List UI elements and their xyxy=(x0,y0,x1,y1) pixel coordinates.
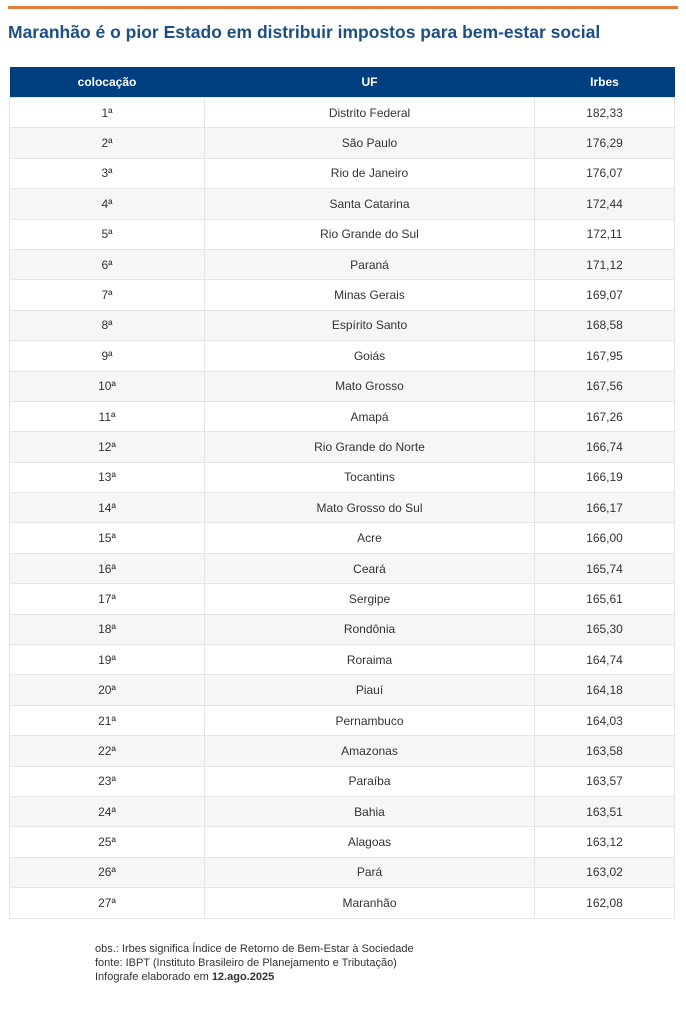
footnotes xyxy=(95,942,414,984)
table-cell-colocacao: 17ª xyxy=(10,584,205,614)
table-cell-irbes: 166,74 xyxy=(535,432,675,462)
table-cell-uf: Acre xyxy=(205,523,535,553)
table-cell-irbes: 176,07 xyxy=(535,158,675,188)
column-header-uf: UF xyxy=(205,67,535,98)
table-cell-uf: Mato Grosso do Sul xyxy=(205,493,535,523)
table-row xyxy=(10,675,675,705)
table-cell-colocacao: 23ª xyxy=(10,766,205,796)
table-cell-irbes: 167,95 xyxy=(535,341,675,371)
table-cell-uf: Sergipe xyxy=(205,584,535,614)
note-date-value: 12.ago.2025 xyxy=(211,971,275,983)
table-row xyxy=(10,128,675,158)
table-cell-uf: Santa Catarina xyxy=(205,189,535,219)
table-cell-uf: Ceará xyxy=(205,553,535,583)
table-cell-irbes: 164,18 xyxy=(535,675,675,705)
table-cell-uf: Rio de Janeiro xyxy=(205,158,535,188)
table-cell-colocacao: 2ª xyxy=(10,128,205,158)
table-cell-uf: Distrito Federal xyxy=(205,98,535,128)
table-cell-uf: Alagoas xyxy=(205,827,535,857)
table-cell-colocacao: 25ª xyxy=(10,827,205,857)
table-cell-colocacao: 14ª xyxy=(10,493,205,523)
note-date-prefix: Infografe elaborado em xyxy=(95,971,212,983)
table-cell-colocacao: 16ª xyxy=(10,553,205,583)
table-row xyxy=(10,645,675,675)
table-cell-uf: Roraima xyxy=(205,645,535,675)
table-cell-irbes: 163,02 xyxy=(535,857,675,887)
table-cell-colocacao: 21ª xyxy=(10,705,205,735)
table-cell-uf: Espírito Santo xyxy=(205,310,535,340)
table-cell-irbes: 165,30 xyxy=(535,614,675,644)
column-header-irbes: Irbes xyxy=(535,67,675,98)
table-cell-irbes: 166,19 xyxy=(535,462,675,492)
table-row xyxy=(10,827,675,857)
table-cell-colocacao: 12ª xyxy=(10,432,205,462)
table-row xyxy=(10,493,675,523)
table-cell-irbes: 166,17 xyxy=(535,493,675,523)
table-header-row xyxy=(10,67,675,98)
table-row xyxy=(10,189,675,219)
table-row xyxy=(10,766,675,796)
table-cell-irbes: 167,56 xyxy=(535,371,675,401)
table-cell-irbes: 172,44 xyxy=(535,189,675,219)
table-cell-colocacao: 10ª xyxy=(10,371,205,401)
table-cell-colocacao: 7ª xyxy=(10,280,205,310)
table-cell-colocacao: 6ª xyxy=(10,249,205,279)
table-cell-colocacao: 11ª xyxy=(10,401,205,431)
table-cell-colocacao: 27ª xyxy=(10,888,205,918)
table-row xyxy=(10,341,675,371)
table-cell-colocacao: 3ª xyxy=(10,158,205,188)
table-row xyxy=(10,310,675,340)
table-row xyxy=(10,736,675,766)
table-cell-irbes: 172,11 xyxy=(535,219,675,249)
table-row xyxy=(10,401,675,431)
note-date xyxy=(95,970,414,984)
table-cell-irbes: 164,03 xyxy=(535,705,675,735)
table-cell-colocacao: 1ª xyxy=(10,98,205,128)
table-cell-uf: Paraíba xyxy=(205,766,535,796)
table-cell-irbes: 171,12 xyxy=(535,249,675,279)
table-cell-irbes: 163,12 xyxy=(535,827,675,857)
table-cell-colocacao: 18ª xyxy=(10,614,205,644)
table-row xyxy=(10,523,675,553)
table-cell-uf: Pará xyxy=(205,857,535,887)
table-cell-colocacao: 24ª xyxy=(10,796,205,826)
table-row xyxy=(10,614,675,644)
ranking-table xyxy=(9,67,675,919)
table-cell-uf: Maranhão xyxy=(205,888,535,918)
table-cell-colocacao: 9ª xyxy=(10,341,205,371)
table-row xyxy=(10,796,675,826)
top-accent-rule xyxy=(8,6,678,9)
page-title: Maranhão é o pior Estado em distribuir impostos para bem-estar social xyxy=(8,22,601,42)
table-cell-uf: São Paulo xyxy=(205,128,535,158)
table-cell-irbes: 165,74 xyxy=(535,553,675,583)
table-row xyxy=(10,371,675,401)
table-cell-colocacao: 5ª xyxy=(10,219,205,249)
table-cell-colocacao: 4ª xyxy=(10,189,205,219)
table-cell-colocacao: 22ª xyxy=(10,736,205,766)
table-row xyxy=(10,98,675,128)
table-row xyxy=(10,432,675,462)
table-cell-irbes: 167,26 xyxy=(535,401,675,431)
table-row xyxy=(10,888,675,918)
table-cell-uf: Amazonas xyxy=(205,736,535,766)
table-row xyxy=(10,249,675,279)
table-cell-colocacao: 13ª xyxy=(10,462,205,492)
table-row xyxy=(10,553,675,583)
table-cell-uf: Rio Grande do Sul xyxy=(205,219,535,249)
table-cell-colocacao: 15ª xyxy=(10,523,205,553)
table-cell-uf: Bahia xyxy=(205,796,535,826)
table-cell-colocacao: 20ª xyxy=(10,675,205,705)
table-cell-colocacao: 8ª xyxy=(10,310,205,340)
table-cell-uf: Goiás xyxy=(205,341,535,371)
table-cell-uf: Mato Grosso xyxy=(205,371,535,401)
table-cell-uf: Piauí xyxy=(205,675,535,705)
table-cell-uf: Amapá xyxy=(205,401,535,431)
table-cell-irbes: 169,07 xyxy=(535,280,675,310)
table-row xyxy=(10,857,675,887)
table-cell-irbes: 164,74 xyxy=(535,645,675,675)
table-cell-uf: Rondônia xyxy=(205,614,535,644)
table-cell-uf: Pernambuco xyxy=(205,705,535,735)
table-row xyxy=(10,584,675,614)
table-cell-irbes: 162,08 xyxy=(535,888,675,918)
table-row xyxy=(10,280,675,310)
table-row xyxy=(10,705,675,735)
table-body xyxy=(10,98,675,919)
note-obs: obs.: Irbes significa Índice de Retorno de Bem-Estar à Sociedade xyxy=(95,943,414,955)
note-source: fonte: IBPT (Instituto Brasileiro de Planejamento e Tributação) xyxy=(95,957,397,969)
table-cell-irbes: 165,61 xyxy=(535,584,675,614)
table-cell-uf: Tocantins xyxy=(205,462,535,492)
table-row xyxy=(10,219,675,249)
table-row xyxy=(10,158,675,188)
table-cell-irbes: 166,00 xyxy=(535,523,675,553)
table-cell-irbes: 168,58 xyxy=(535,310,675,340)
table-cell-irbes: 163,57 xyxy=(535,766,675,796)
table-row xyxy=(10,462,675,492)
table-cell-uf: Minas Gerais xyxy=(205,280,535,310)
table-cell-irbes: 182,33 xyxy=(535,98,675,128)
column-header-colocacao: colocação xyxy=(10,67,205,98)
table-cell-irbes: 163,58 xyxy=(535,736,675,766)
table-cell-irbes: 176,29 xyxy=(535,128,675,158)
table-cell-irbes: 163,51 xyxy=(535,796,675,826)
table-cell-uf: Rio Grande do Norte xyxy=(205,432,535,462)
table-cell-colocacao: 26ª xyxy=(10,857,205,887)
table-cell-uf: Paraná xyxy=(205,249,535,279)
table-cell-colocacao: 19ª xyxy=(10,645,205,675)
